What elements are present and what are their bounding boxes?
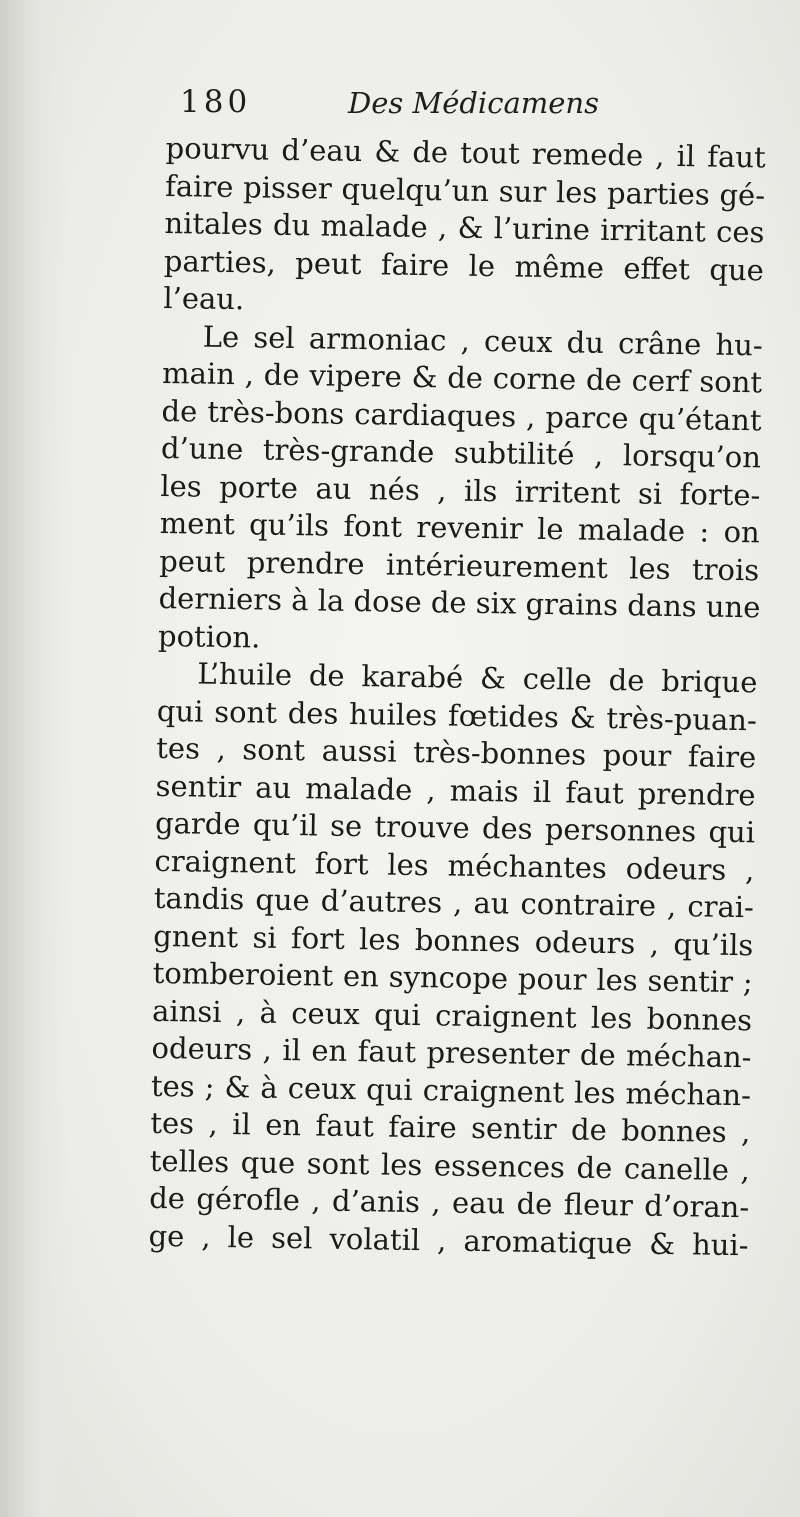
- running-head: Des Médicamens: [348, 86, 599, 120]
- text-line: de très-bons cardiaques , parce qu’étant: [161, 393, 762, 437]
- text-line: faire pisser quelqu’un sur les parties gé-: [164, 168, 766, 212]
- text-line: tomberoient en syncope pour les sentir ;: [152, 955, 753, 1000]
- text-line: L’huile de karabé & celle de brique: [197, 656, 758, 700]
- body-text: [148, 130, 766, 1264]
- text-line: ment qu’ils font revenir le malade : on: [159, 505, 761, 550]
- text-line: d’une très-grande subtilité , lorsqu’on: [160, 430, 762, 475]
- text-line: garde qu’il se trouve des personnes qui: [154, 805, 756, 850]
- text-line: gnent si fort les bonnes odeurs , qu’ils: [153, 918, 754, 962]
- page-number: 180: [180, 84, 252, 120]
- text-line: peut prendre intérieurement les trois: [158, 543, 760, 587]
- text-line: pourvu d’eau & de tout remede , il faut: [165, 130, 766, 175]
- text-line: de gérofle , d’anis , eau de fleur d’oran-: [148, 1180, 750, 1225]
- text-line: main , de vipere & de corne de cerf sont: [161, 355, 763, 400]
- text-line: tandis que d’autres , au contraire , crai-: [153, 880, 755, 925]
- text-line: Le sel armoniac , ceux du crâne hu-: [202, 319, 763, 362]
- text-line: ainsi , à ceux qui craignent les bonnes: [151, 993, 753, 1037]
- text-line: ge , le sel volatil , aromatique & hui-: [148, 1218, 749, 1262]
- text-line: craignent fort les méchantes odeurs ,: [154, 843, 755, 887]
- text-line: tes , sont aussi très-bonnes pour faire: [156, 730, 757, 775]
- text-line: odeurs , il en faut presenter de méchan-: [151, 1030, 752, 1075]
- binding-shadow: [0, 0, 70, 1517]
- text-line: parties, peut faire le même effet que: [163, 243, 765, 287]
- text-line: l’eau.: [163, 280, 245, 317]
- page-header: [172, 80, 642, 130]
- text-line: nitales du malade , & l’urine irritant ces: [164, 205, 765, 250]
- text-line: tes , il en faut faire sentir de bonnes ,: [150, 1105, 751, 1150]
- text-line: derniers à la dose de six grains dans une: [158, 580, 761, 625]
- text-line: qui sont des huiles fœtides & très-puan-: [156, 693, 758, 737]
- text-line: potion.: [157, 618, 261, 655]
- text-line: tes ; & à ceux qui craignent les méchan-: [150, 1068, 752, 1112]
- text-line: sentir au malade , mais il faut prendre: [155, 768, 756, 812]
- text-line: les porte au nés , ils irritent si forte-: [160, 468, 761, 512]
- text-line: telles que sont les essences de canelle ,: [149, 1143, 751, 1187]
